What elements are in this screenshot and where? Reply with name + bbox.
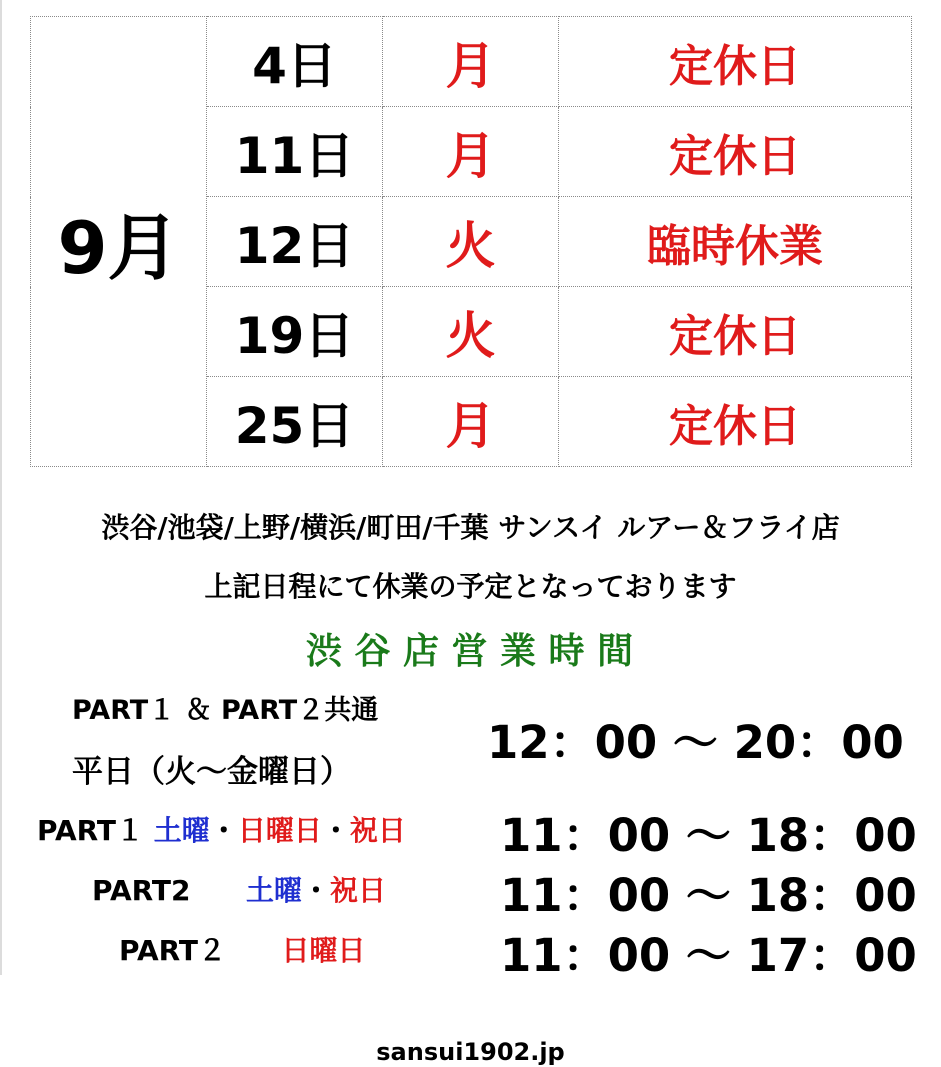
weekday-label: 平日（火～金曜日） — [72, 754, 351, 790]
part-label: PART２ — [119, 934, 227, 967]
part2-sunday-label — [119, 929, 366, 969]
left-rule — [0, 0, 2, 975]
part-label: PART2 — [92, 874, 191, 907]
website-url[interactable]: sansui1902.jp — [376, 1038, 565, 1066]
day-cell: 4日 — [207, 17, 383, 107]
weekday-cell: 月 — [383, 107, 559, 197]
weekday-cell: 月 — [383, 377, 559, 467]
day-cell: 25日 — [207, 377, 383, 467]
weekday-cell: 火 — [383, 287, 559, 377]
sunday-label: 日曜日 — [237, 814, 322, 847]
day-cell: 11日 — [207, 107, 383, 197]
status-cell: 定休日 — [559, 107, 912, 197]
separator: ・ — [321, 814, 350, 847]
saturday-label: 土曜 — [246, 874, 303, 907]
part2-sunday-hours: 11：00 ～ 17：00 — [500, 929, 917, 982]
status-cell: 臨時休業 — [559, 197, 912, 287]
day-cell: 12日 — [207, 197, 383, 287]
sunday-label: 日曜日 — [281, 934, 366, 967]
store-list: 渋谷/池袋/上野/横浜/町田/千葉 サンスイ ルアー＆フライ店 — [101, 511, 840, 544]
weekday-parts-label: PART１ ＆ PART２共通 — [72, 695, 379, 726]
table-row — [31, 17, 912, 107]
hours-title: 渋 谷 店 営 業 時 間 — [305, 631, 634, 672]
holiday-label: 祝日 — [349, 814, 406, 847]
part2-saturday-label — [92, 869, 386, 909]
weekday-hours: 12：00 ～ 20：00 — [487, 716, 904, 769]
part1-weekend-hours: 11：00 ～ 18：00 — [500, 809, 917, 862]
holiday-label: 祝日 — [330, 874, 387, 907]
status-cell: 定休日 — [559, 377, 912, 467]
status-cell: 定休日 — [559, 17, 912, 107]
weekday-cell: 月 — [383, 17, 559, 107]
closure-schedule-table — [30, 16, 912, 467]
separator: ・ — [302, 874, 331, 907]
day-cell: 19日 — [207, 287, 383, 377]
part-label: PART１ — [37, 814, 145, 847]
saturday-label: 土曜 — [153, 814, 210, 847]
weekday-cell: 火 — [383, 197, 559, 287]
part1-weekend-label — [37, 809, 406, 849]
month-cell: 9月 — [31, 17, 207, 467]
separator: ・ — [209, 814, 238, 847]
closure-message: 上記日程にて休業の予定となっております — [204, 570, 737, 603]
part2-saturday-hours: 11：00 ～ 18：00 — [500, 869, 917, 922]
status-cell: 定休日 — [559, 287, 912, 377]
